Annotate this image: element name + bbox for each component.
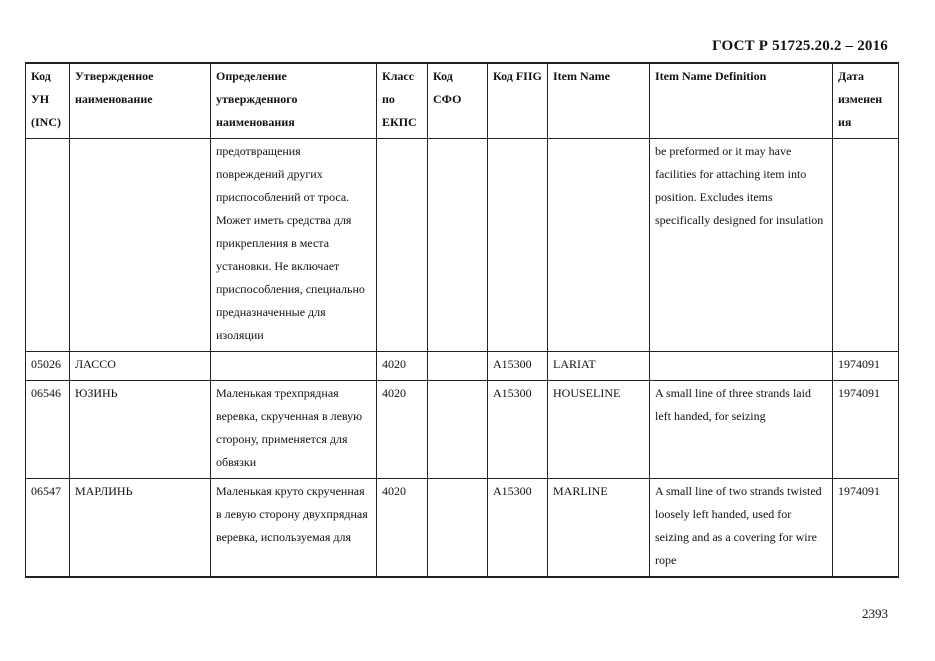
cell-item-name — [548, 139, 650, 352]
cell-class: 4020 — [377, 352, 428, 381]
classification-table — [25, 62, 899, 578]
header-ekps-class: Класс по ЕКПС — [377, 63, 428, 139]
cell-definition — [211, 352, 377, 381]
cell-inc — [26, 139, 70, 352]
table-row — [26, 381, 899, 479]
cell-item-name: HOUSELINE — [548, 381, 650, 479]
header-sfo-code: Код СФО — [428, 63, 488, 139]
cell-inc: 06547 — [26, 479, 70, 578]
cell-item-definition — [650, 352, 833, 381]
cell-inc: 05026 — [26, 352, 70, 381]
cell-date: 1974091 — [833, 352, 899, 381]
table-row — [26, 479, 899, 578]
table-header-row — [26, 63, 899, 139]
cell-name: ЛАССО — [70, 352, 211, 381]
cell-sfo — [428, 381, 488, 479]
cell-date — [833, 139, 899, 352]
document-standard-header: ГОСТ Р 51725.20.2 – 2016 — [712, 38, 888, 54]
header-approved-name: Утвержденное наименование — [70, 63, 211, 139]
cell-item-name: MARLINE — [548, 479, 650, 578]
cell-definition: Маленькая круто скрученная в левую сторону двухпрядная веревка, используемая для — [211, 479, 377, 578]
header-fiig-code: Код FIIG — [488, 63, 548, 139]
cell-fiig: A15300 — [488, 479, 548, 578]
cell-item-definition: A small line of three strands laid left handed, for seizing — [650, 381, 833, 479]
header-definition: Определение утвержденного наименования — [211, 63, 377, 139]
cell-definition: Маленькая трехпрядная веревка, скрученная в левую сторону, применяется для обвязки — [211, 381, 377, 479]
cell-sfo — [428, 479, 488, 578]
cell-date: 1974091 — [833, 381, 899, 479]
cell-class — [377, 139, 428, 352]
cell-item-name: LARIAT — [548, 352, 650, 381]
cell-item-definition: be preformed or it may have facilities for attaching item into position. Excludes items specifically designed for insulation — [650, 139, 833, 352]
cell-date: 1974091 — [833, 479, 899, 578]
page-number: 2393 — [862, 606, 888, 621]
cell-name — [70, 139, 211, 352]
cell-inc: 06546 — [26, 381, 70, 479]
table-row — [26, 139, 899, 352]
header-change-date: Дата изменен ия — [833, 63, 899, 139]
header-item-name-definition: Item Name Definition — [650, 63, 833, 139]
header-item-name: Item Name — [548, 63, 650, 139]
header-inc: Код УН (INC) — [26, 63, 70, 139]
cell-fiig — [488, 139, 548, 352]
cell-fiig: A15300 — [488, 352, 548, 381]
cell-item-definition: A small line of two strands twisted loosely left handed, used for seizing and as a covering for wire rope — [650, 479, 833, 578]
cell-name: ЮЗИНЬ — [70, 381, 211, 479]
cell-sfo — [428, 352, 488, 381]
table-row — [26, 352, 899, 381]
cell-definition: предотвращения повреждений других приспособлений от троса. Может иметь средства для прикрепления в места установки. Не включает приспособления, специально предназначенные для изоляции — [211, 139, 377, 352]
cell-fiig: A15300 — [488, 381, 548, 479]
cell-name: МАРЛИНЬ — [70, 479, 211, 578]
cell-class: 4020 — [377, 381, 428, 479]
cell-sfo — [428, 139, 488, 352]
cell-class: 4020 — [377, 479, 428, 578]
